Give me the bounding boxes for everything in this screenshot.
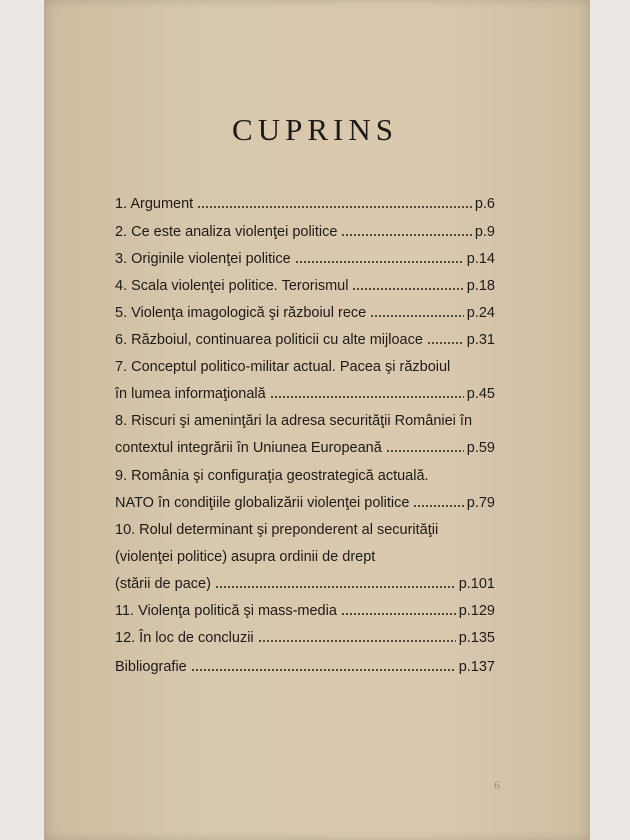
toc-entry — [115, 299, 495, 321]
toc-leader-dots — [352, 288, 463, 290]
toc-entry-title: Bibliografie — [115, 659, 187, 675]
folio-number: 6 — [494, 778, 500, 792]
toc-entry — [115, 326, 495, 348]
toc-entry-page: p.137 — [458, 659, 495, 675]
toc-entry — [115, 597, 495, 619]
page-title: CUPRINS — [232, 112, 398, 147]
toc-entry-title: (violenţei politice) asupra ordinii de drept — [115, 549, 376, 565]
toc-entry-page: p.6 — [474, 196, 495, 212]
toc-entry-title: 6. Războiul, continuarea politicii cu alte mijloace — [115, 332, 423, 348]
toc-entry-title: 10. Rolul determinant şi preponderent al securităţii — [115, 522, 439, 538]
toc-entry — [115, 653, 495, 675]
toc-entry-title: 4. Scala violenţei politice. Terorismul — [115, 278, 349, 294]
toc-entry-title: 1. Argument — [115, 196, 194, 212]
toc-entry-page: p.24 — [466, 305, 495, 321]
toc-entry-page: p.129 — [458, 603, 495, 619]
toc-leader-dots — [215, 586, 456, 588]
toc-leader-dots — [386, 450, 464, 452]
toc-entry — [115, 570, 495, 592]
toc-leader-dots — [427, 342, 464, 344]
toc-entry-page: p.101 — [458, 576, 495, 592]
toc-entry — [115, 272, 495, 294]
toc-entry-title: (stării de pace) — [115, 576, 211, 592]
toc-leader-dots — [295, 261, 464, 263]
toc-leader-dots — [341, 234, 471, 236]
toc-entry-title: 3. Originile violenţei politice — [115, 251, 291, 267]
toc-entry-title: 9. România şi configuraţia geostrategică actuală. — [115, 468, 429, 484]
toc-entry-line — [115, 407, 495, 429]
toc-entry — [115, 489, 495, 511]
toc-entry — [115, 190, 495, 212]
toc-entry-page: p.9 — [474, 224, 495, 240]
toc-entry — [115, 624, 495, 646]
toc-leader-dots — [370, 315, 464, 317]
toc-entry-title: 12. În loc de concluzii — [115, 630, 254, 646]
toc-entry-title: 8. Riscuri şi ameninţări la adresa securităţii României în — [115, 413, 473, 429]
toc-entry-title: 2. Ce este analiza violenţei politice — [115, 224, 338, 240]
toc-entry-page: p.135 — [458, 630, 495, 646]
toc-entry-title: 11. Violenţa politică şi mass-media — [115, 603, 337, 619]
toc-entry-title: 5. Violenţa imagologică şi războiul rece — [115, 305, 367, 321]
toc-entry-title: contextul integrării în Uniunea Europeană — [115, 440, 382, 456]
toc-leader-dots — [258, 640, 456, 642]
toc-entry-line — [115, 462, 495, 484]
toc-entry-title: NATO în condiţiile globalizării violenţei politice — [115, 495, 410, 511]
toc-entry-line — [115, 516, 495, 538]
toc-entry — [115, 218, 495, 240]
toc-entry — [115, 434, 495, 456]
toc-entry-page: p.79 — [466, 495, 495, 511]
toc-entry-title: 7. Conceptul politico-militar actual. Pacea şi războiul — [115, 359, 451, 375]
toc-leader-dots — [270, 396, 464, 398]
toc-entry — [115, 245, 495, 267]
toc-entry-page: p.14 — [466, 251, 495, 267]
toc-entry-line — [115, 543, 495, 565]
toc-entry-page: p.31 — [466, 332, 495, 348]
toc-entry-page: p.18 — [466, 278, 495, 294]
toc-entry-line — [115, 353, 495, 375]
toc-entry — [115, 380, 495, 402]
toc-entry-page: p.59 — [466, 440, 495, 456]
toc-leader-dots — [197, 206, 472, 208]
toc-entry-title: în lumea informaţională — [115, 386, 266, 402]
toc-leader-dots — [191, 669, 456, 671]
toc-leader-dots — [413, 505, 463, 507]
toc-leader-dots — [341, 613, 456, 615]
toc-entry-page: p.45 — [466, 386, 495, 402]
